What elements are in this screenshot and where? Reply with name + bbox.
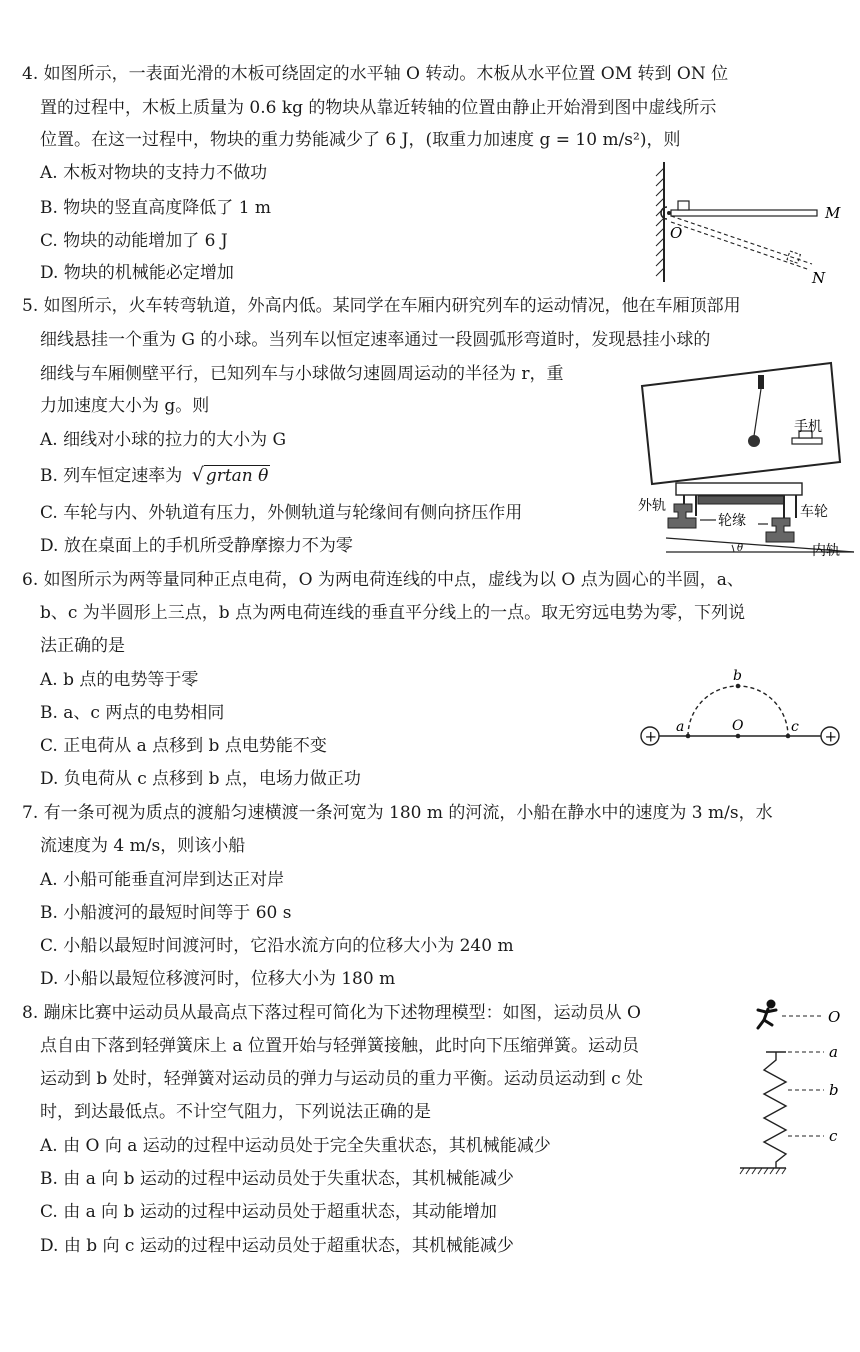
q6-plus-left: + xyxy=(644,727,658,746)
q5-stem-line-3: 细线与车厢侧壁平行，已知列车与小球做匀速圆周运动的半径为 r，重 xyxy=(40,364,564,384)
q7-option-d: D. 小船以最短位移渡河时，位移大小为 180 m xyxy=(40,969,396,989)
q6-plus-right: + xyxy=(824,727,838,746)
q5-train-figure xyxy=(636,358,858,560)
q8-option-a: A. 由 O 向 a 运动的过程中运动员处于完全失重状态，其机械能减少 xyxy=(40,1136,551,1156)
q8-label-o: O xyxy=(828,1008,841,1026)
q4-stem-line-2: 置的过程中，木板上质量为 0.6 kg 的物块从靠近转轴的位置由静止开始滑到图中虚线所示 xyxy=(40,98,717,118)
q5-label-outer-rail: 外轨 xyxy=(638,498,666,514)
q5-label-theta: θ xyxy=(737,543,744,554)
q8-label-b: b xyxy=(829,1081,839,1099)
q4-label-m: M xyxy=(825,204,841,222)
q8-option-b: B. 由 a 向 b 运动的过程中运动员处于失重状态，其机械能减少 xyxy=(40,1169,514,1189)
q6-option-b: B. a、c 两点的电势相同 xyxy=(40,703,225,723)
q6-stem-line-2: b、c 为半圆形上三点，b 点为两电荷连线的垂直平分线上的一点。取无穷远电势为零，下列说 xyxy=(40,603,746,623)
q5-sqrt-formula xyxy=(192,463,271,488)
q8-trampoline-figure xyxy=(736,996,850,1180)
q8-stem-line-4: 时，到达最低点。不计空气阻力，下列说法正确的是 xyxy=(40,1102,431,1122)
q6-option-c: C. 正电荷从 a 点移到 b 点电势能不变 xyxy=(40,736,327,756)
q6-label-a: a xyxy=(676,719,685,735)
q8-label-a: a xyxy=(829,1043,838,1061)
q8-stem-line-2: 点自由下落到轻弹簧床上 a 位置开始与轻弹簧接触，此时向下压缩弹簧。运动员 xyxy=(40,1036,639,1056)
q5-option-b xyxy=(40,463,270,488)
q8-label-c: c xyxy=(829,1127,838,1145)
q5-option-d: D. 放在桌面上的手机所受静摩擦力不为零 xyxy=(40,536,353,556)
athlete-icon xyxy=(758,1000,776,1029)
q8-option-d: D. 由 b 向 c 运动的过程中运动员处于超重状态，其机械能减少 xyxy=(40,1236,514,1256)
q5-label-flange: 轮缘 xyxy=(718,513,746,529)
q7-option-a: A. 小船可能垂直河岸到达正对岸 xyxy=(40,870,285,890)
q4-label-n: N xyxy=(812,269,826,285)
q7-option-c: C. 小船以最短时间渡河时，它沿水流方向的位移大小为 240 m xyxy=(40,936,514,956)
q4-label-o: O xyxy=(670,224,683,242)
q8-stem-line-3: 运动到 b 处时，轻弹簧对运动员的弹力与运动员的重力平衡。运动员运动到 c 处 xyxy=(40,1069,644,1089)
q8-option-c: C. 由 a 向 b 运动的过程中运动员处于超重状态，其动能增加 xyxy=(40,1202,497,1222)
q7-option-b: B. 小船渡河的最短时间等于 60 s xyxy=(40,903,292,923)
q5-label-wheel: 车轮 xyxy=(800,504,828,520)
q4-stem-line-1: 4. 如图所示，一表面光滑的木板可绕固定的水平轴 O 转动。木板从水平位置 OM 转到 ON 位 xyxy=(22,64,729,84)
q4-option-c: C. 物块的动能增加了 6 J xyxy=(40,231,228,251)
q5-label-inner-rail: 内轨 xyxy=(812,543,840,559)
q6-option-a: A. b 点的电势等于零 xyxy=(40,670,199,690)
q5-option-c: C. 车轮与内、外轨道有压力，外侧轨道与轮缘间有侧向挤压作用 xyxy=(40,503,523,523)
q4-option-b: B. 物块的竖直高度降低了 1 m xyxy=(40,198,272,218)
q6-label-b: b xyxy=(733,668,742,684)
q6-stem-line-3: 法正确的是 xyxy=(40,636,125,656)
q5-label-phone: 手机 xyxy=(794,419,822,435)
q5-stem-line-4: 力加速度大小为 g。则 xyxy=(40,396,210,416)
q5-option-b-formula: grtan θ xyxy=(205,466,269,486)
q6-charges-figure xyxy=(636,664,846,752)
q5-stem-line-1: 5. 如图所示，火车转弯轨道，外高内低。某同学在车厢内研究列车的运动情况，他在车厢顶部用 xyxy=(22,296,741,316)
q6-stem-line-1: 6. 如图所示为两等量同种正点电荷，O 为两电荷连线的中点，虚线为以 O 点为圆心的半圆，a、 xyxy=(22,570,744,590)
q5-option-a: A. 细线对小球的拉力的大小为 G xyxy=(40,430,287,450)
q7-stem-line-2: 流速度为 4 m/s，则该小船 xyxy=(40,836,246,856)
q8-stem-line-1: 8. 蹦床比赛中运动员从最高点下落过程可简化为下述物理模型：如图，运动员从 O xyxy=(22,1003,641,1023)
sqrt-icon: √ xyxy=(191,464,204,486)
q5-stem-line-2: 细线悬挂一个重为 G 的小球。当列车以恒定速率通过一段圆弧形弯道时，发现悬挂小球的 xyxy=(40,330,711,350)
q4-option-a: A. 木板对物块的支持力不做功 xyxy=(40,163,268,183)
q4-stem-line-3: 位置。在这一过程中，物块的重力势能减少了 6 J，(取重力加速度 g = 10 m/s²)，则 xyxy=(40,130,681,150)
q4-option-d: D. 物块的机械能必定增加 xyxy=(40,263,234,283)
q7-stem-line-1: 7. 有一条可视为质点的渡船匀速横渡一条河宽为 180 m 的河流，小船在静水中的速度为 3 m/s，水 xyxy=(22,803,773,823)
q4-board-figure xyxy=(640,160,850,285)
q6-label-o: O xyxy=(732,718,744,734)
q6-option-d: D. 负电荷从 c 点移到 b 点，电场力做正功 xyxy=(40,769,361,789)
q6-label-c: c xyxy=(791,719,799,735)
q5-option-b-text: B. 列车恒定速率为 xyxy=(40,466,183,486)
